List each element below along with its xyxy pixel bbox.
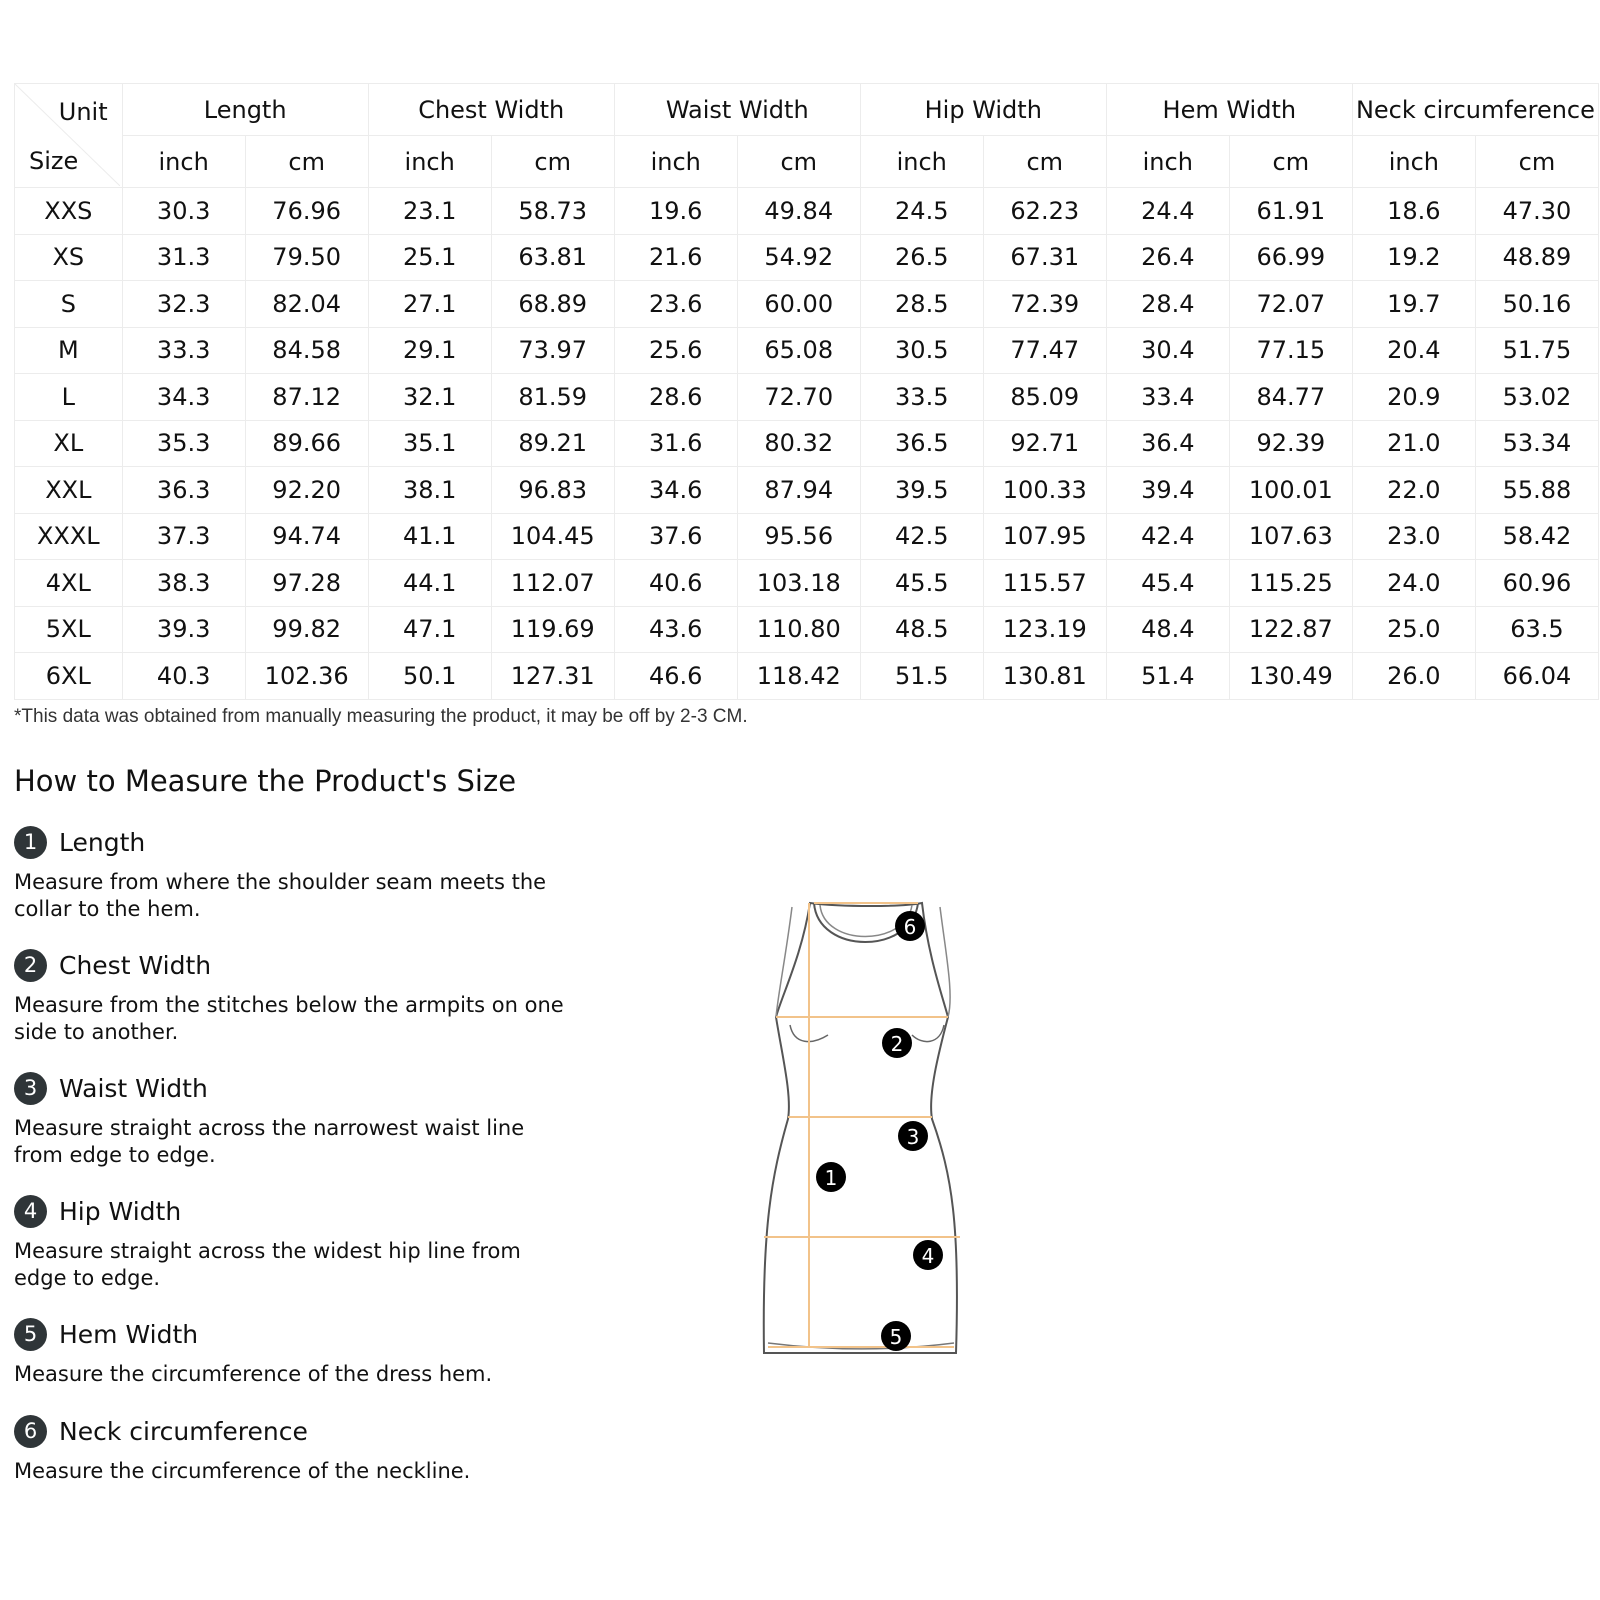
value-cell: 24.0 (1352, 560, 1475, 607)
unit-cm: cm (1229, 136, 1352, 188)
measure-step (14, 825, 574, 923)
step-title: Neck circumference (59, 1416, 308, 1446)
value-cell: 122.87 (1229, 606, 1352, 653)
table-row (15, 560, 1599, 607)
value-cell: 92.20 (245, 467, 368, 514)
value-cell: 65.08 (737, 327, 860, 374)
value-cell: 19.6 (614, 188, 737, 235)
corner-unit-label: Unit (58, 98, 108, 126)
step-number-badge: 6 (14, 1415, 47, 1448)
value-cell: 119.69 (491, 606, 614, 653)
value-cell: 67.31 (983, 234, 1106, 281)
value-cell: 21.0 (1352, 420, 1475, 467)
step-description: Measure the circumference of the dress hem. (14, 1362, 493, 1386)
step-title: Length (59, 827, 146, 857)
value-cell: 77.47 (983, 327, 1106, 374)
value-cell: 35.1 (368, 420, 491, 467)
value-cell: 24.5 (860, 188, 983, 235)
value-cell: 36.4 (1106, 420, 1229, 467)
marker-6-label: 6 (903, 915, 917, 939)
unit-cm: cm (491, 136, 614, 188)
value-cell: 30.3 (122, 188, 245, 235)
value-cell: 80.32 (737, 420, 860, 467)
size-table (14, 83, 1599, 700)
measure-step (14, 948, 574, 1046)
value-cell: 39.4 (1106, 467, 1229, 514)
value-cell: 118.42 (737, 653, 860, 700)
value-cell: 85.09 (983, 374, 1106, 421)
size-cell: XXXL (15, 513, 123, 560)
value-cell: 21.6 (614, 234, 737, 281)
step-title: Hem Width (59, 1319, 199, 1349)
value-cell: 63.81 (491, 234, 614, 281)
unit-cm: cm (737, 136, 860, 188)
value-cell: 99.82 (245, 606, 368, 653)
value-cell: 39.3 (122, 606, 245, 653)
value-cell: 51.4 (1106, 653, 1229, 700)
value-cell: 37.3 (122, 513, 245, 560)
value-cell: 96.83 (491, 467, 614, 514)
step-title: Waist Width (59, 1073, 208, 1103)
value-cell: 38.1 (368, 467, 491, 514)
value-cell: 60.00 (737, 281, 860, 328)
value-cell: 47.1 (368, 606, 491, 653)
unit-inch: inch (1352, 136, 1475, 188)
unit-inch: inch (860, 136, 983, 188)
value-cell: 30.4 (1106, 327, 1229, 374)
value-cell: 39.5 (860, 467, 983, 514)
value-cell: 19.2 (1352, 234, 1475, 281)
value-cell: 31.6 (614, 420, 737, 467)
value-cell: 36.5 (860, 420, 983, 467)
value-cell: 115.25 (1229, 560, 1352, 607)
value-cell: 127.31 (491, 653, 614, 700)
marker-5-label: 5 (889, 1325, 903, 1349)
value-cell: 33.5 (860, 374, 983, 421)
table-row (15, 327, 1599, 374)
value-cell: 60.96 (1475, 560, 1598, 607)
value-cell: 54.92 (737, 234, 860, 281)
value-cell: 24.4 (1106, 188, 1229, 235)
step-title: Chest Width (59, 950, 212, 980)
unit-inch: inch (1106, 136, 1229, 188)
value-cell: 29.1 (368, 327, 491, 374)
value-cell: 84.58 (245, 327, 368, 374)
value-cell: 76.96 (245, 188, 368, 235)
guide-title: How to Measure the Product's Size (14, 764, 517, 798)
value-cell: 37.6 (614, 513, 737, 560)
corner-size-label: Size (29, 147, 79, 175)
value-cell: 53.34 (1475, 420, 1598, 467)
value-cell: 32.3 (122, 281, 245, 328)
step-description: Measure the circumference of the neckline. (14, 1459, 471, 1483)
value-cell: 89.66 (245, 420, 368, 467)
value-cell: 25.0 (1352, 606, 1475, 653)
value-cell: 95.56 (737, 513, 860, 560)
value-cell: 28.6 (614, 374, 737, 421)
value-cell: 51.75 (1475, 327, 1598, 374)
value-cell: 110.80 (737, 606, 860, 653)
table-header-row (15, 84, 1599, 136)
step-number-badge: 3 (14, 1072, 47, 1105)
table-row (15, 188, 1599, 235)
value-cell: 79.50 (245, 234, 368, 281)
value-cell: 87.94 (737, 467, 860, 514)
value-cell: 26.0 (1352, 653, 1475, 700)
value-cell: 28.4 (1106, 281, 1229, 328)
size-cell: 5XL (15, 606, 123, 653)
step-description: Measure straight across the widest hip line from edge to edge. (14, 1239, 521, 1290)
column-header-neck-circumference: Neck circumference (1352, 84, 1598, 136)
table-row (15, 281, 1599, 328)
value-cell: 103.18 (737, 560, 860, 607)
value-cell: 58.42 (1475, 513, 1598, 560)
column-header-length: Length (122, 84, 368, 136)
value-cell: 22.0 (1352, 467, 1475, 514)
size-cell: 4XL (15, 560, 123, 607)
value-cell: 68.89 (491, 281, 614, 328)
column-header-hem-width: Hem Width (1106, 84, 1352, 136)
value-cell: 62.23 (983, 188, 1106, 235)
step-description: Measure straight across the narrowest waist line from edge to edge. (14, 1116, 525, 1167)
step-number-badge: 2 (14, 949, 47, 982)
value-cell: 51.5 (860, 653, 983, 700)
unit-cm: cm (1475, 136, 1598, 188)
value-cell: 20.4 (1352, 327, 1475, 374)
value-cell: 42.4 (1106, 513, 1229, 560)
value-cell: 87.12 (245, 374, 368, 421)
value-cell: 53.02 (1475, 374, 1598, 421)
marker-4 (913, 1240, 943, 1270)
table-row (15, 467, 1599, 514)
marker-3 (898, 1121, 928, 1151)
value-cell: 34.6 (614, 467, 737, 514)
value-cell: 28.5 (860, 281, 983, 328)
value-cell: 130.81 (983, 653, 1106, 700)
value-cell: 25.1 (368, 234, 491, 281)
size-cell: XXS (15, 188, 123, 235)
marker-6 (895, 911, 925, 941)
unit-header-row (15, 136, 1599, 188)
dress-outline (764, 903, 957, 1353)
marker-3-label: 3 (906, 1125, 920, 1149)
table-row (15, 374, 1599, 421)
size-cell: 6XL (15, 653, 123, 700)
value-cell: 25.6 (614, 327, 737, 374)
value-cell: 81.59 (491, 374, 614, 421)
value-cell: 66.04 (1475, 653, 1598, 700)
measure-step (14, 1194, 574, 1292)
value-cell: 45.5 (860, 560, 983, 607)
step-title: Hip Width (59, 1196, 182, 1226)
value-cell: 92.39 (1229, 420, 1352, 467)
value-cell: 35.3 (122, 420, 245, 467)
table-row (15, 606, 1599, 653)
step-head (14, 1317, 574, 1351)
measure-step (14, 1317, 574, 1388)
value-cell: 130.49 (1229, 653, 1352, 700)
value-cell: 77.15 (1229, 327, 1352, 374)
unit-inch: inch (122, 136, 245, 188)
table-corner-cell (15, 84, 123, 188)
value-cell: 48.89 (1475, 234, 1598, 281)
column-header-hip-width: Hip Width (860, 84, 1106, 136)
value-cell: 20.9 (1352, 374, 1475, 421)
table-row (15, 653, 1599, 700)
value-cell: 34.3 (122, 374, 245, 421)
value-cell: 47.30 (1475, 188, 1598, 235)
value-cell: 40.3 (122, 653, 245, 700)
value-cell: 19.7 (1352, 281, 1475, 328)
table-row (15, 234, 1599, 281)
value-cell: 48.5 (860, 606, 983, 653)
marker-2-label: 2 (890, 1032, 904, 1056)
value-cell: 43.6 (614, 606, 737, 653)
value-cell: 63.5 (1475, 606, 1598, 653)
step-head (14, 1414, 574, 1448)
unit-cm: cm (983, 136, 1106, 188)
value-cell: 73.97 (491, 327, 614, 374)
value-cell: 31.3 (122, 234, 245, 281)
value-cell: 89.21 (491, 420, 614, 467)
column-header-chest-width: Chest Width (368, 84, 614, 136)
value-cell: 40.6 (614, 560, 737, 607)
value-cell: 82.04 (245, 281, 368, 328)
value-cell: 100.01 (1229, 467, 1352, 514)
value-cell: 94.74 (245, 513, 368, 560)
value-cell: 27.1 (368, 281, 491, 328)
value-cell: 100.33 (983, 467, 1106, 514)
size-cell: XXL (15, 467, 123, 514)
value-cell: 104.45 (491, 513, 614, 560)
value-cell: 33.4 (1106, 374, 1229, 421)
size-cell: S (15, 281, 123, 328)
unit-cm: cm (245, 136, 368, 188)
column-header-waist-width: Waist Width (614, 84, 860, 136)
step-description: Measure from where the shoulder seam meets the collar to the hem. (14, 870, 547, 921)
value-cell: 58.73 (491, 188, 614, 235)
value-cell: 38.3 (122, 560, 245, 607)
value-cell: 123.19 (983, 606, 1106, 653)
value-cell: 36.3 (122, 467, 245, 514)
unit-inch: inch (368, 136, 491, 188)
table-row (15, 420, 1599, 467)
value-cell: 72.39 (983, 281, 1106, 328)
unit-inch: inch (614, 136, 737, 188)
value-cell: 92.71 (983, 420, 1106, 467)
value-cell: 26.5 (860, 234, 983, 281)
step-number-badge: 5 (14, 1318, 47, 1351)
marker-1-label: 1 (824, 1166, 838, 1190)
value-cell: 50.16 (1475, 281, 1598, 328)
value-cell: 48.4 (1106, 606, 1229, 653)
marker-1 (816, 1162, 846, 1192)
dress-diagram (762, 895, 986, 1379)
measurement-note: *This data was obtained from manually measuring the product, it may be off by 2-3 CM. (14, 706, 748, 727)
value-cell: 26.4 (1106, 234, 1229, 281)
step-number-badge: 4 (14, 1195, 47, 1228)
value-cell: 49.84 (737, 188, 860, 235)
value-cell: 107.63 (1229, 513, 1352, 560)
marker-5 (881, 1321, 911, 1351)
value-cell: 50.1 (368, 653, 491, 700)
value-cell: 107.95 (983, 513, 1106, 560)
size-cell: XL (15, 420, 123, 467)
value-cell: 115.57 (983, 560, 1106, 607)
value-cell: 32.1 (368, 374, 491, 421)
value-cell: 97.28 (245, 560, 368, 607)
value-cell: 23.1 (368, 188, 491, 235)
value-cell: 84.77 (1229, 374, 1352, 421)
step-head (14, 1194, 574, 1228)
value-cell: 55.88 (1475, 467, 1598, 514)
value-cell: 61.91 (1229, 188, 1352, 235)
value-cell: 41.1 (368, 513, 491, 560)
value-cell: 102.36 (245, 653, 368, 700)
value-cell: 112.07 (491, 560, 614, 607)
value-cell: 33.3 (122, 327, 245, 374)
marker-4-label: 4 (921, 1244, 935, 1268)
value-cell: 42.5 (860, 513, 983, 560)
step-head (14, 825, 574, 859)
step-head (14, 1071, 574, 1105)
value-cell: 44.1 (368, 560, 491, 607)
table-row (15, 513, 1599, 560)
value-cell: 23.6 (614, 281, 737, 328)
size-cell: L (15, 374, 123, 421)
step-head (14, 948, 574, 982)
step-description: Measure from the stitches below the armpits on one side to another. (14, 993, 564, 1044)
size-cell: M (15, 327, 123, 374)
value-cell: 72.07 (1229, 281, 1352, 328)
value-cell: 45.4 (1106, 560, 1229, 607)
step-number-badge: 1 (14, 826, 47, 859)
measure-step (14, 1071, 574, 1169)
size-cell: XS (15, 234, 123, 281)
value-cell: 23.0 (1352, 513, 1475, 560)
value-cell: 18.6 (1352, 188, 1475, 235)
measure-step (14, 1414, 574, 1485)
value-cell: 72.70 (737, 374, 860, 421)
value-cell: 30.5 (860, 327, 983, 374)
value-cell: 46.6 (614, 653, 737, 700)
value-cell: 66.99 (1229, 234, 1352, 281)
marker-2 (882, 1028, 912, 1058)
